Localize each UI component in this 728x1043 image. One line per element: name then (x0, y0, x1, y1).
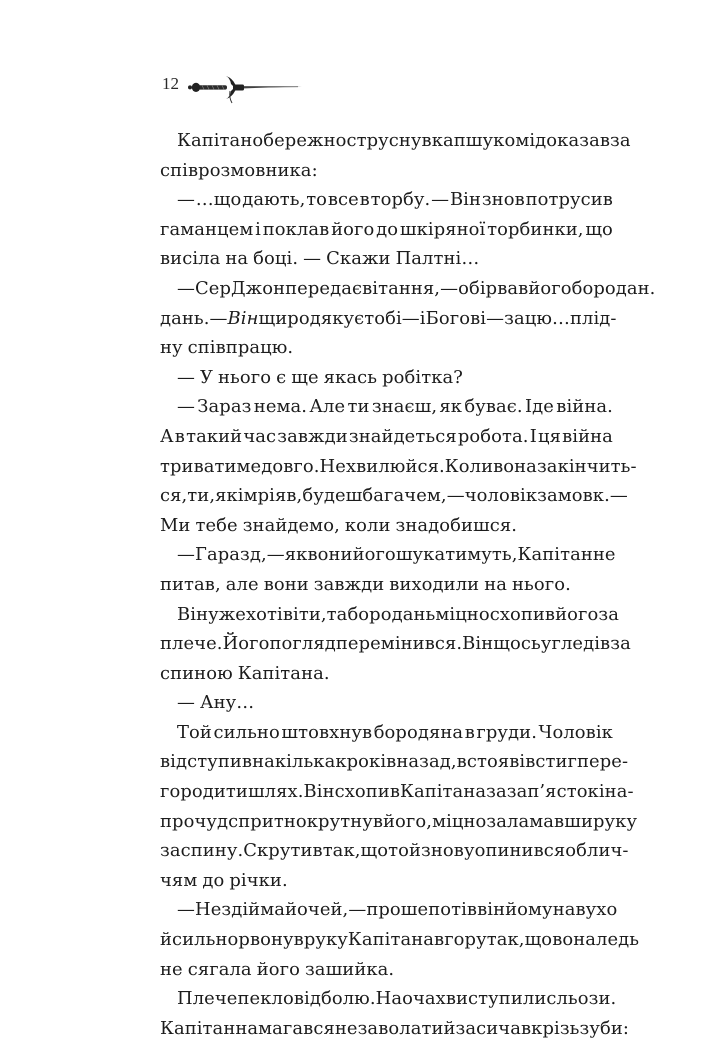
text-line: Плече пекло від болю. На очах виступили сльози. (177, 988, 617, 1010)
text-line: городити шлях. Він схопив Капітана за зап’ясток і на- (160, 781, 634, 803)
text-line: дань. — Він щиро дякує тобі — і Богові — за цю… плід- (160, 307, 617, 329)
sword-ornament-icon (186, 70, 306, 104)
text-line: висіла на боці. — Скажи Палтні… (160, 248, 480, 270)
text-line: Ми тебе знайдемо, коли знадобишся. (160, 514, 518, 536)
page-header (160, 70, 380, 106)
page-number: 12 (162, 74, 179, 93)
text-line: триватиме довго. Не хвилюйся. Коли вона закінчить- (160, 455, 637, 477)
text-line: чям до річки. (160, 869, 288, 891)
text-line: — Не здіймай очей, — прошепотів він йому на вухо (177, 899, 618, 921)
text-line: плече. Його погляд перемінився. Він щось угледів за (160, 633, 631, 655)
text-line: — Ану… (177, 692, 255, 714)
text-line: не сягала його зашийка. (160, 958, 395, 980)
text-line: й сильно рвонув руку Капітана вгору так, що вона ледь (160, 929, 640, 951)
text-line: відступив на кілька кроків назад, встояв і встиг пере- (160, 751, 629, 773)
body-text (160, 126, 656, 1043)
text-line: ну співпрацю. (160, 337, 294, 359)
text-line: Капітан обережно струснув капшуком і доказав за (177, 130, 631, 151)
text-line: прочуд спритно крутнув його, міцно заламавши руку (160, 810, 638, 832)
text-line: Капітан намагався не заволати й засичав крізь зуби: (160, 1017, 630, 1039)
text-line: А в такий час завжди знайдеться робота. І ця війна (160, 425, 613, 447)
text-line: питав, але вони завжди виходили на нього. (160, 573, 571, 595)
text-line: гаманцем і поклав його до шкіряної торбинки, що (160, 218, 613, 240)
text-line: — Сер Джон передає вітання, — обірвав його бородан. (177, 277, 656, 299)
text-line: співрозмовника: (160, 159, 318, 181)
text-line: — …що дають, то все в торбу. — Він знов потрусив (177, 189, 613, 211)
text-line: — Гаразд, — як вони його шукатимуть, Капітан не (177, 544, 616, 566)
text-line: Той сильно штовхнув бородяна в груди. Чоловік (177, 721, 613, 743)
text-line: — Зараз нема. Але ти знаєш, як буває. Іде війна. (177, 396, 613, 418)
text-line: спиною Капітана. (160, 662, 330, 684)
text-line: ся, ти, як і мріяв, будеш багачем, — чоловік замовк. — (160, 485, 628, 507)
text-line: за спину. Скрутив так, що той знову опинився облич- (160, 840, 629, 862)
text-line: Він уже хотів іти, та бородань міцно схопив його за (177, 603, 619, 625)
text-line: — У нього є ще якась робітка? (177, 366, 463, 388)
